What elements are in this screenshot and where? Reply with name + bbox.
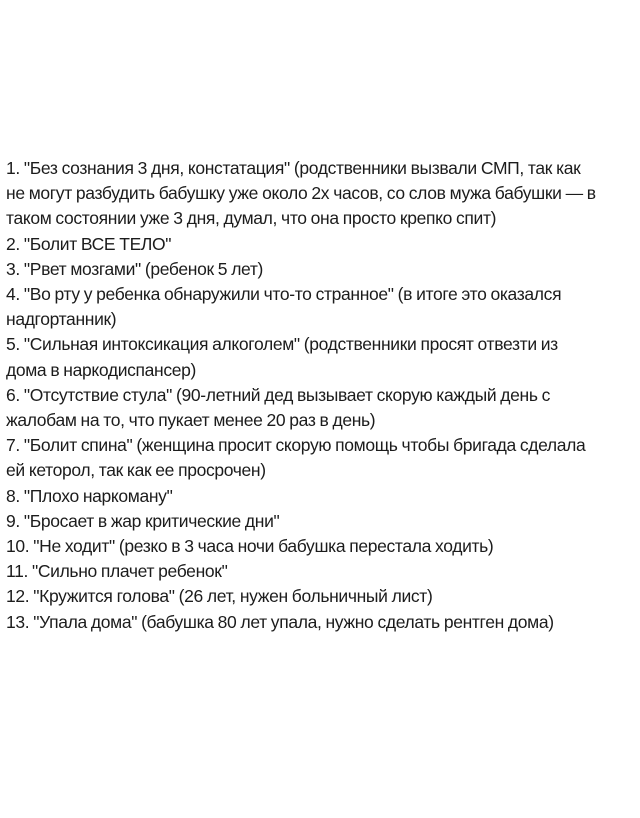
- text-line: 1. "Без сознания 3 дня, констатация" (родственники вызвали СМП, так как: [6, 158, 581, 178]
- text-line: 3. "Рвет мозгами" (ребенок 5 лет): [6, 258, 263, 279]
- text-line: не могут разбудить бабушку уже около 2х часов, со слов мужа бабушки — в: [6, 183, 596, 204]
- document-text: [6, 156, 638, 635]
- text-line: таком состоянии уже 3 дня, думал, что она просто крепко спит): [6, 208, 497, 229]
- text-line: надгортанник): [6, 309, 117, 330]
- text-line: 6. "Отсутствие стула" (90-летний дед вызывает скорую каждый день с: [6, 384, 550, 405]
- text-line: дома в наркодиспансер): [6, 359, 197, 380]
- text-line: жалобам на то, что пукает менее 20 раз в день): [6, 410, 376, 431]
- text-line: 2. "Болит ВСЕ ТЕЛО": [6, 233, 172, 254]
- text-line: 13. "Упала дома" (бабушка 80 лет упала, нужно сделать рентген дома): [6, 611, 554, 632]
- text-line: 8. "Плохо наркоману": [6, 485, 173, 506]
- text-line: 10. "Не ходит" (резко в 3 часа ночи бабушка перестала ходить): [6, 536, 494, 557]
- text-line: 11. "Сильно плачет ребенок": [6, 561, 228, 582]
- text-line: 9. "Бросает в жар критические дни": [6, 510, 280, 531]
- text-line: ей кеторол, так как ее просрочен): [6, 460, 266, 481]
- text-line: 4. "Во рту у ребенка обнаружили что-то странное" (в итоге это оказался: [6, 284, 562, 305]
- text-line: 12. "Кружится голова" (26 лет, нужен больничный лист): [6, 586, 433, 607]
- text-line: 7. "Болит спина" (женщина просит скорую помощь чтобы бригада сделала: [6, 435, 586, 456]
- text-line: 5. "Сильная интоксикация алкоголем" (родственники просят отвезти из: [6, 334, 558, 355]
